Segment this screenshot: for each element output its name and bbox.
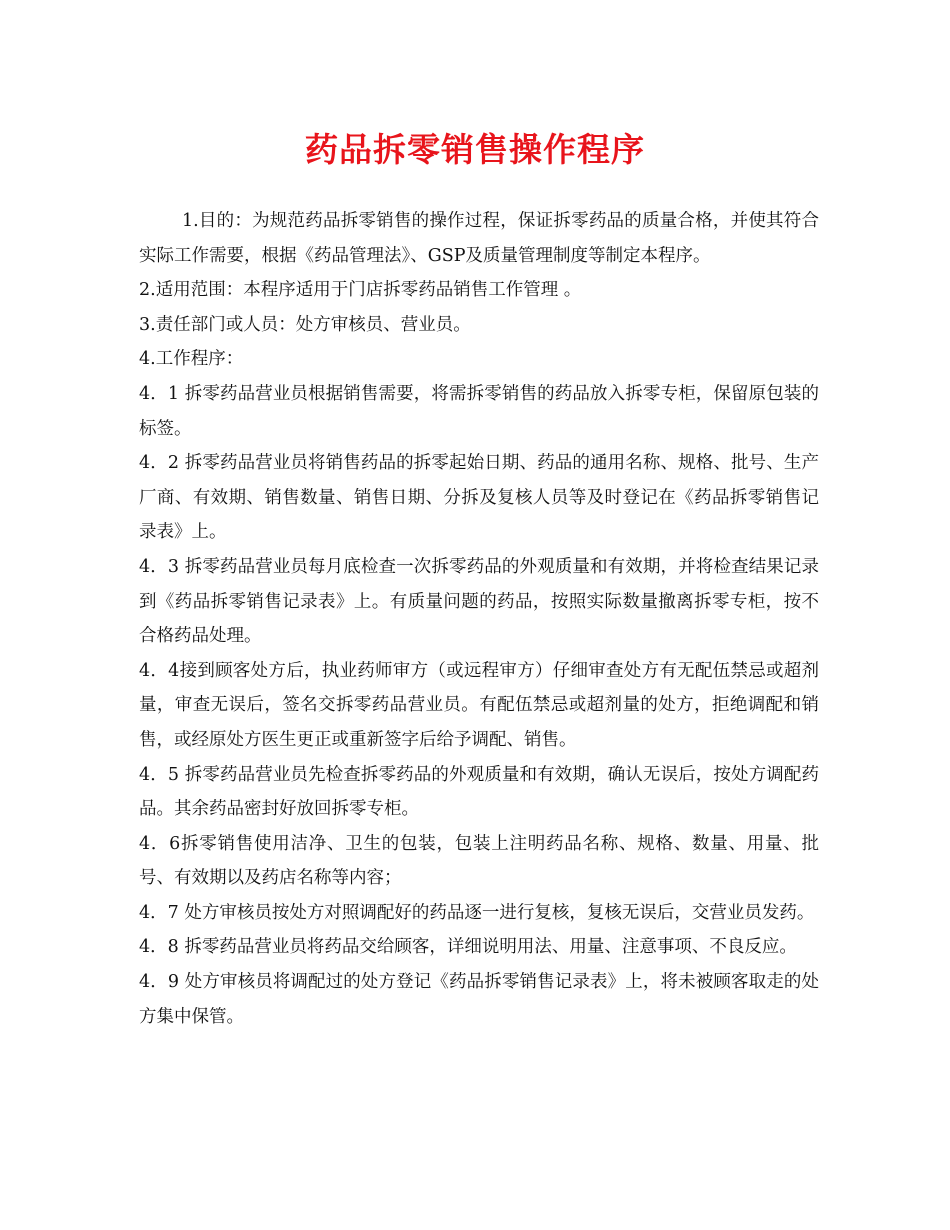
paragraph-purpose: 1.目的：为规范药品拆零销售的操作过程，保证拆零药品的质量合格，并使其符合实际工作需要，根据《药品管理法》、GSP及质量管理制度等制定本程序。 xyxy=(139,211,819,266)
paragraph-step-4-4: 4．4接到顾客处方后，执业药师审方（或远程审方）仔细审查处方有无配伍禁忌或超剂量，审查无误后，签名交拆零药品营业员。有配伍禁忌或超剂量的处方，拒绝调配和销售，或经原处方医生更正或重新签字后给予调配、销售。 xyxy=(139,660,819,750)
paragraph-step-4-1: 4．1 拆零药品营业员根据销售需要，将需拆零销售的药品放入拆零专柜，保留原包装的标签。 xyxy=(139,383,819,439)
paragraph-step-4-5: 4．5 拆零药品营业员先检查拆零药品的外观质量和有效期，确认无误后，按处方调配药品。其余药品密封好放回拆零专柜。 xyxy=(139,764,819,820)
paragraph-step-4-9: 4．9 处方审核员将调配过的处方登记《药品拆零销售记录表》上，将未被顾客取走的处方集中保管。 xyxy=(139,972,819,1027)
paragraph-step-4-6: 4．6拆零销售使用洁净、卫生的包装，包装上注明药品名称、规格、数量、用量、批号、有效期以及药店名称等内容； xyxy=(139,833,819,889)
paragraph-step-4-7: 4．7 处方审核员按处方对照调配好的药品逐一进行复核，复核无误后，交营业员发药。 xyxy=(139,902,815,923)
document-body xyxy=(139,204,819,1034)
paragraph-procedure-heading: 4.工作程序： xyxy=(139,349,244,370)
paragraph-scope: 2.适用范围：本程序适用于门店拆零药品销售工作管理 。 xyxy=(139,280,582,301)
paragraph-step-4-8: 4．8 拆零药品营业员将药品交给顾客，详细说明用法、用量、注意事项、不良反应。 xyxy=(139,937,797,958)
document-title: 药品拆零销售操作程序 xyxy=(305,130,645,169)
paragraph-responsibility: 3.责任部门或人员：处方审核员、营业员。 xyxy=(139,314,471,335)
paragraph-step-4-2: 4．2 拆零药品营业员将销售药品的拆零起始日期、药品的通用名称、规格、批号、生产厂商、有效期、销售数量、销售日期、分拆及复核人员等及时登记在《药品拆零销售记录表》上。 xyxy=(139,453,819,543)
paragraph-step-4-3: 4．3 拆零药品营业员每月底检查一次拆零药品的外观质量和有效期，并将检查结果记录到《药品拆零销售记录表》上。有质量问题的药品，按照实际数量撤离拆零专柜，按不合格药品处理。 xyxy=(139,556,819,647)
